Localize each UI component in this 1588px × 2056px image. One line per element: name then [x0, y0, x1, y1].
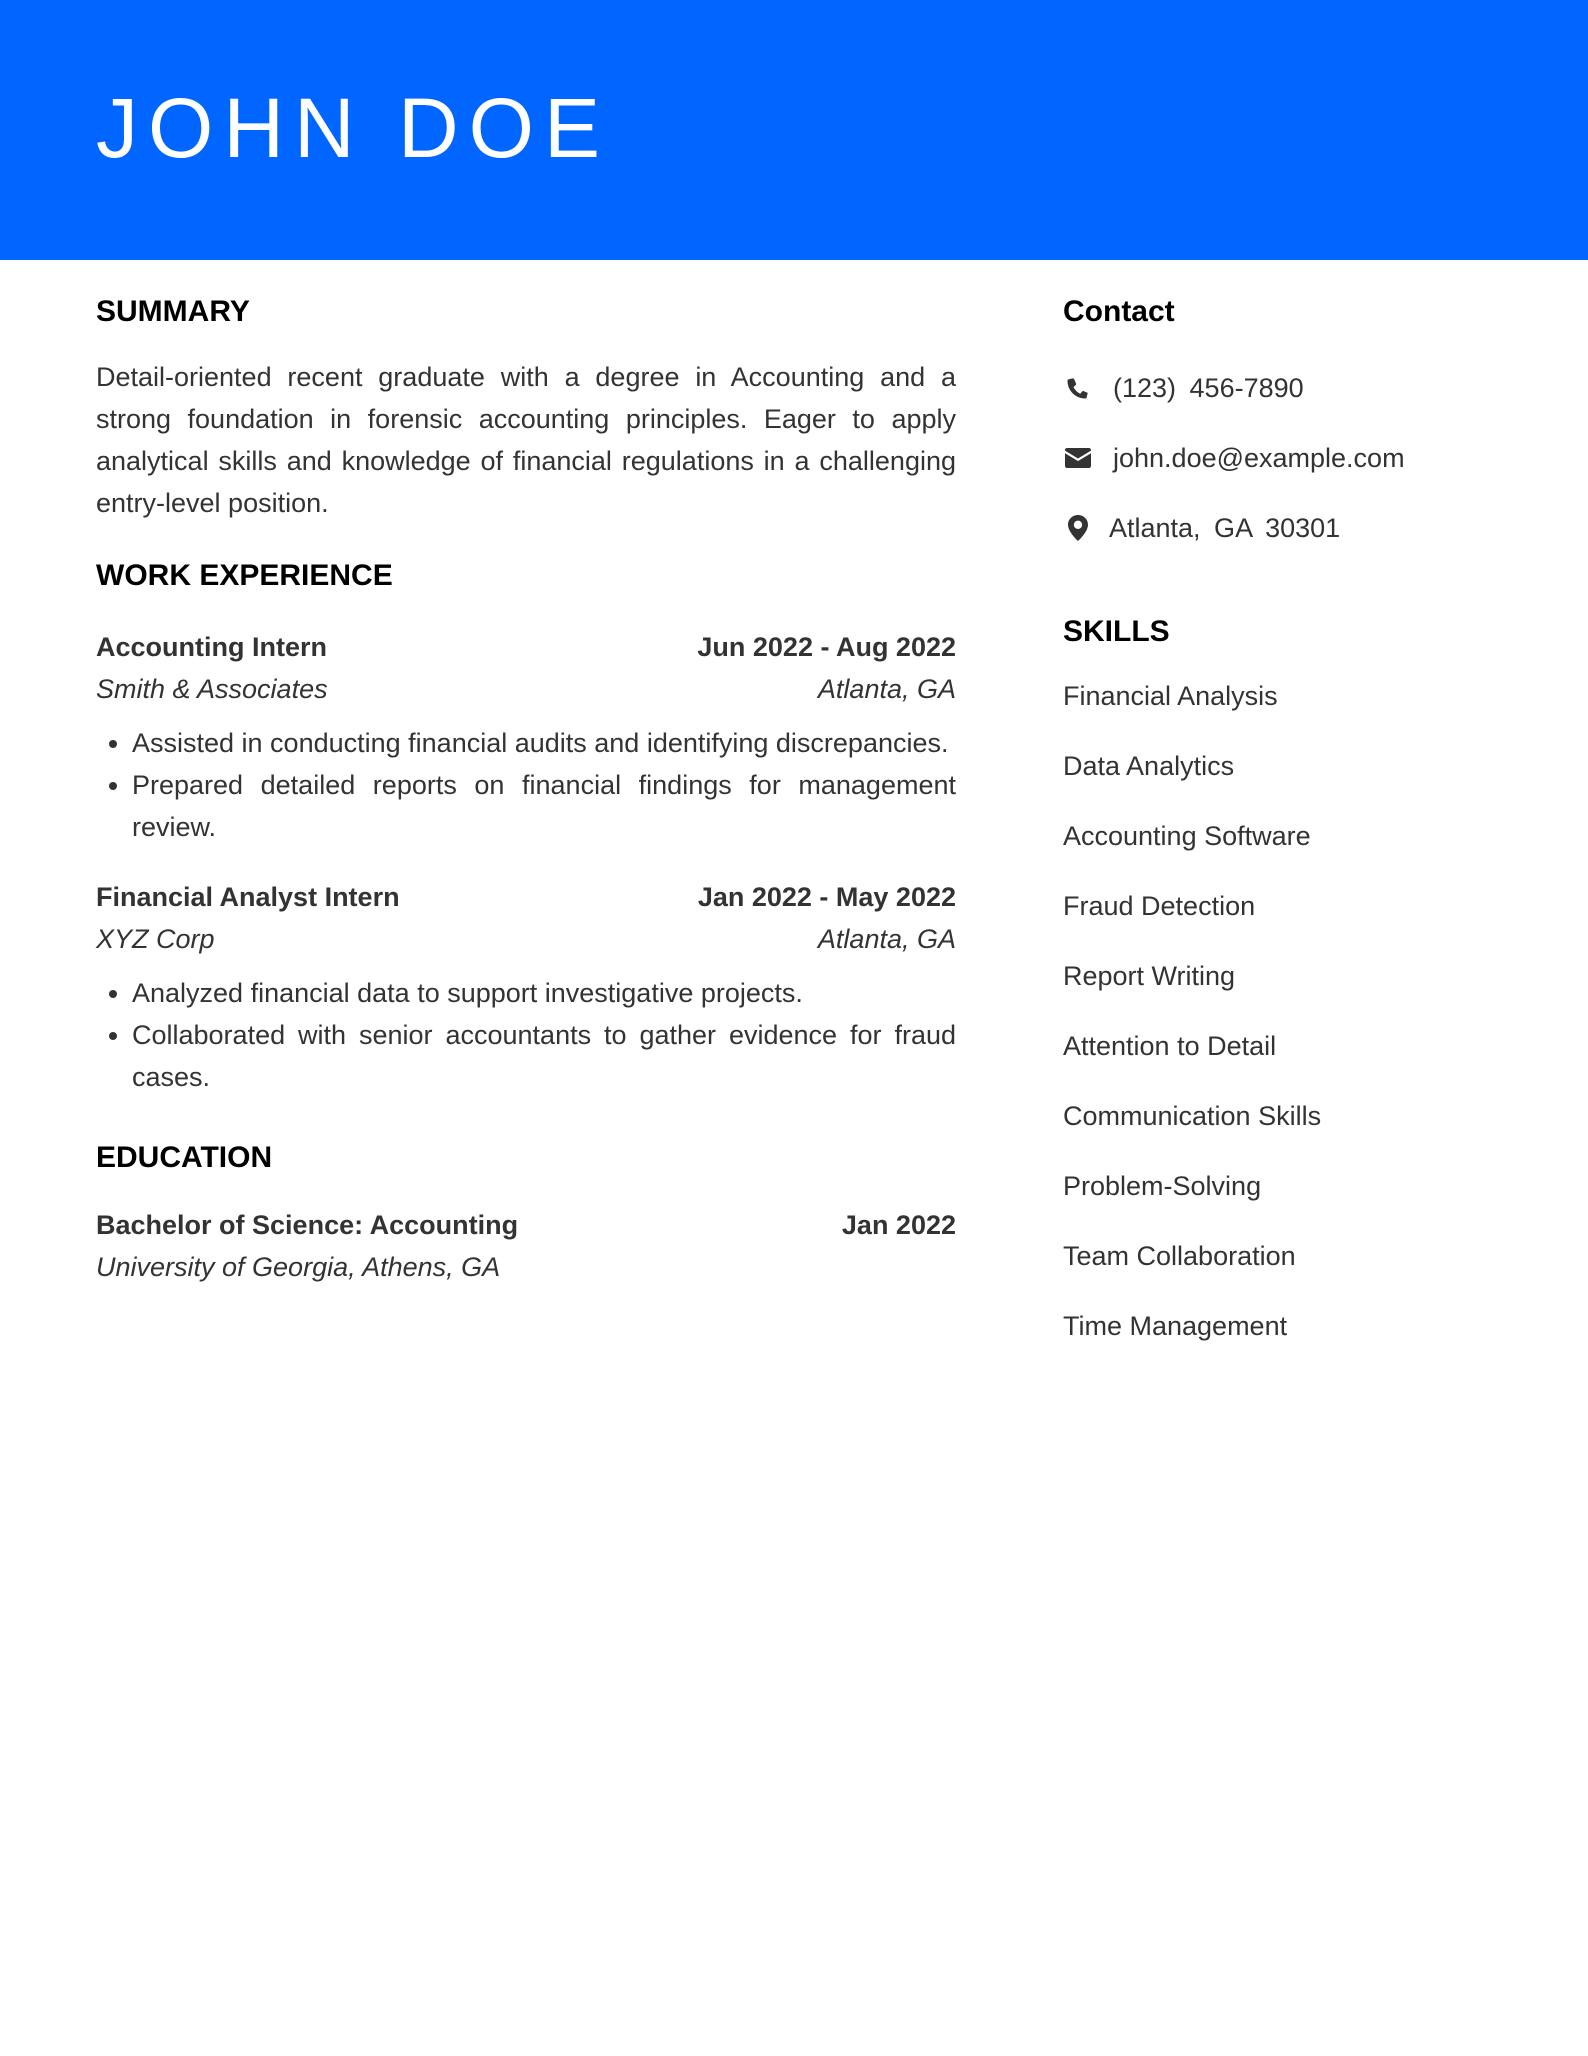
contact-list: [1063, 366, 1543, 550]
job-dates: Jun 2022 - Aug 2022: [697, 632, 956, 662]
education-date: Jan 2022: [841, 1210, 956, 1240]
contact-heading: Contact: [1063, 295, 1175, 328]
job-entry: [96, 876, 956, 1098]
job-entry: [96, 626, 956, 848]
education-heading: EDUCATION: [96, 1141, 273, 1174]
phone-icon: [1063, 373, 1093, 403]
summary-heading: SUMMARY: [96, 295, 250, 328]
job-role: Financial Analyst Intern: [96, 882, 400, 912]
skill-item: Problem-Solving: [1063, 1171, 1262, 1201]
job-company: XYZ Corp: [96, 924, 215, 954]
sidebar-column: [1063, 290, 1543, 1374]
contact-email-text[interactable]: john.doe@example.com: [1113, 442, 1405, 473]
skill-item: Data Analytics: [1063, 751, 1235, 781]
main-column: [96, 290, 956, 1288]
candidate-name: JOHN DOE: [96, 81, 611, 175]
contact-phone-text: (123) 456-7890: [1113, 372, 1304, 403]
job-dates: Jan 2022 - May 2022: [697, 882, 956, 912]
skill-item: Communication Skills: [1063, 1101, 1322, 1131]
job-company: Smith & Associates: [96, 674, 328, 704]
job-location: Atlanta, GA: [817, 924, 956, 954]
education-entry: [96, 1204, 956, 1288]
education-school: University of Georgia, Athens, GA: [96, 1252, 501, 1282]
contact-phone: [1063, 366, 1543, 410]
contact-location: [1063, 506, 1543, 550]
skills-list: [1063, 674, 1543, 1348]
skill-item: Report Writing: [1063, 961, 1236, 991]
skill-item: Financial Analysis: [1063, 681, 1278, 711]
job-bullet: • Prepared detailed reports on financial findings for management review.: [132, 764, 956, 848]
job-bullets: [96, 722, 956, 848]
skill-item: Team Collaboration: [1063, 1241, 1296, 1271]
contact-location-text: Atlanta, GA 30301: [1109, 512, 1341, 543]
header-banner: [0, 0, 1588, 260]
skill-item: Time Management: [1063, 1311, 1288, 1341]
summary-text: Detail-oriented recent graduate with a degree in Accounting and a strong foundation in forensic accounting principles. Eager to apply analytical skills and knowledge of financial regulations in a challenging entry-level position.: [96, 362, 956, 518]
job-bullet: • Analyzed financial data to support investigative projects.: [132, 972, 956, 1014]
skill-item: Fraud Detection: [1063, 891, 1256, 921]
skill-item: Attention to Detail: [1063, 1031, 1277, 1061]
work-experience-heading: WORK EXPERIENCE: [96, 559, 393, 592]
education-degree: Bachelor of Science: Accounting: [96, 1210, 519, 1240]
map-marker-icon: [1063, 513, 1093, 543]
job-bullets: [96, 972, 956, 1098]
job-bullet: • Collaborated with senior accountants to gather evidence for fraud cases.: [132, 1014, 956, 1098]
skill-item: Accounting Software: [1063, 821, 1311, 851]
contact-email: [1063, 436, 1543, 480]
job-role: Accounting Intern: [96, 632, 327, 662]
envelope-icon: [1063, 443, 1093, 473]
job-location: Atlanta, GA: [817, 674, 956, 704]
skills-heading: SKILLS: [1063, 615, 1170, 648]
job-bullet: • Assisted in conducting financial audits and identifying discrepancies.: [132, 722, 956, 764]
